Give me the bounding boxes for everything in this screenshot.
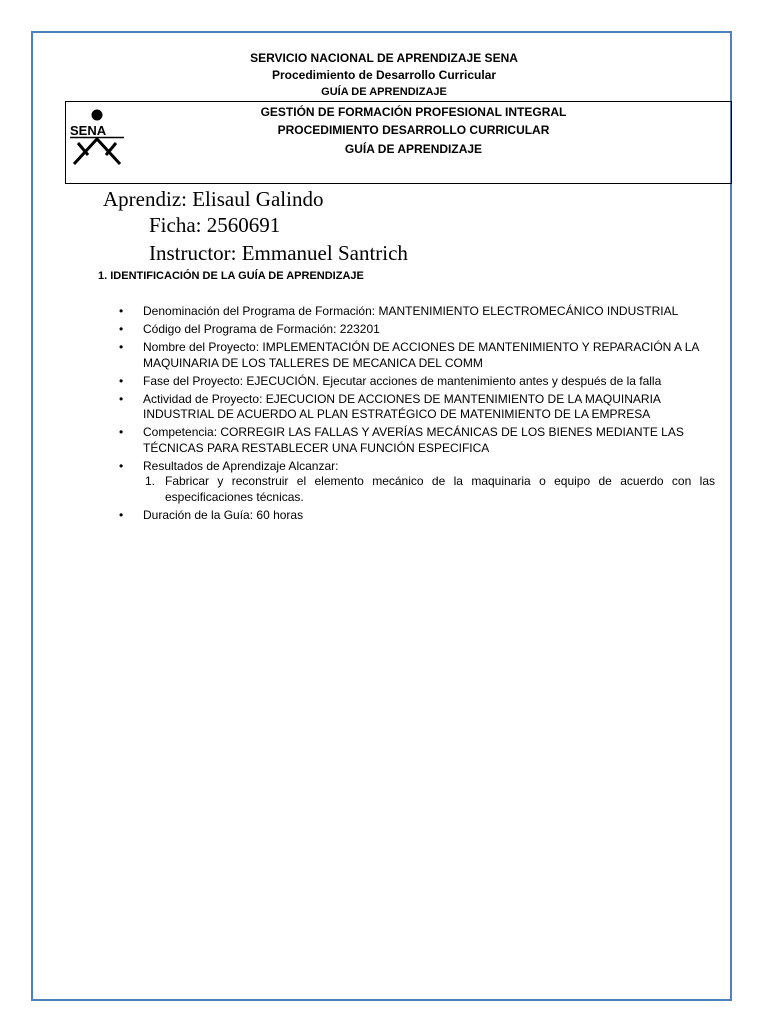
header-box bbox=[65, 101, 732, 184]
instructor-name: Instructor: Emmanuel Santrich bbox=[149, 241, 408, 265]
list-item bbox=[115, 508, 715, 524]
list-item bbox=[115, 392, 715, 423]
bullet-icon: • bbox=[119, 340, 124, 354]
institution-name: SERVICIO NACIONAL DE APRENDIZAJE SENA bbox=[250, 51, 518, 65]
list-item bbox=[115, 304, 715, 320]
guide-label: GUÍA DE APRENDIZAJE bbox=[321, 86, 447, 98]
result-number: 1. bbox=[145, 474, 156, 488]
section-title: 1. IDENTIFICACIÓN DE LA GUÍA DE APRENDIZAJE bbox=[98, 270, 364, 282]
item-text: Resultados de Aprendizaje Alcanzar: bbox=[143, 458, 339, 473]
list-item bbox=[115, 322, 715, 338]
item-text: Actividad de Proyecto: EJECUCION DE ACCIONES DE MANTENIMIENTO DE LA MAQUINARIA INDUSTRIAL DE ACUERDO AL PLAN ESTRATÉGICO DE MATENIMIENTO DE LA EMPRESA bbox=[143, 391, 661, 421]
item-text: Competencia: CORREGIR LAS FALLAS Y AVERÍAS MECÁNICAS DE LOS BIENES MEDIANTE LAS TÉCNICAS PARA RESTABLECER UNA FUNCIÓN ESPECIFICA bbox=[143, 425, 684, 455]
bullet-icon: • bbox=[119, 322, 124, 336]
ficha-number: Ficha: 2560691 bbox=[149, 213, 281, 237]
result-text: Fabricar y reconstruir el elemento mecánico de la maquinaria o equipo de acuerdo con las especificaciones técnicas. bbox=[165, 474, 715, 504]
list-item bbox=[115, 340, 715, 371]
results-sublist bbox=[143, 474, 715, 505]
list-item bbox=[115, 459, 715, 506]
apprentice-name: Aprendiz: Elisaul Galindo bbox=[103, 187, 324, 211]
header-title-3: GUÍA DE APRENDIZAJE bbox=[344, 142, 483, 156]
bullet-icon: • bbox=[119, 425, 124, 439]
bullet-icon: • bbox=[119, 507, 124, 522]
bullet-icon: • bbox=[119, 458, 124, 473]
item-text: Código del Programa de Formación: 223201 bbox=[143, 322, 380, 336]
item-text: Fase del Proyecto: EJECUCIÓN. Ejecutar acciones de mantenimiento antes y después de la falla bbox=[143, 373, 662, 388]
item-text: Denominación del Programa de Formación: MANTENIMIENTO ELECTROMECÁNICO INDUSTRIAL bbox=[143, 304, 679, 318]
sena-logo-text: SENA bbox=[70, 123, 107, 138]
list-item bbox=[115, 425, 715, 456]
bullet-icon: • bbox=[119, 373, 124, 388]
procedure-name: Procedimiento de Desarrollo Curricular bbox=[271, 68, 497, 82]
guide-details-list bbox=[115, 304, 715, 526]
bullet-icon: • bbox=[119, 304, 124, 318]
header-title-2: PROCEDIMIENTO DESARROLLO CURRICULAR bbox=[277, 123, 550, 137]
header-title-1: GESTIÓN DE FORMACIÓN PROFESIONAL INTEGRAL bbox=[260, 105, 567, 119]
item-text: Nombre del Proyecto: IMPLEMENTACIÓN DE ACCIONES DE MANTENIMIENTO Y REPARACIÓN A LA MAQUINARIA DE LOS TALLERES DE MECANICA DEL COMM bbox=[143, 340, 699, 370]
list-item bbox=[115, 374, 715, 390]
result-item bbox=[143, 474, 715, 505]
item-text: Duración de la Guía: 60 horas bbox=[143, 507, 304, 522]
bullet-icon: • bbox=[119, 391, 124, 406]
